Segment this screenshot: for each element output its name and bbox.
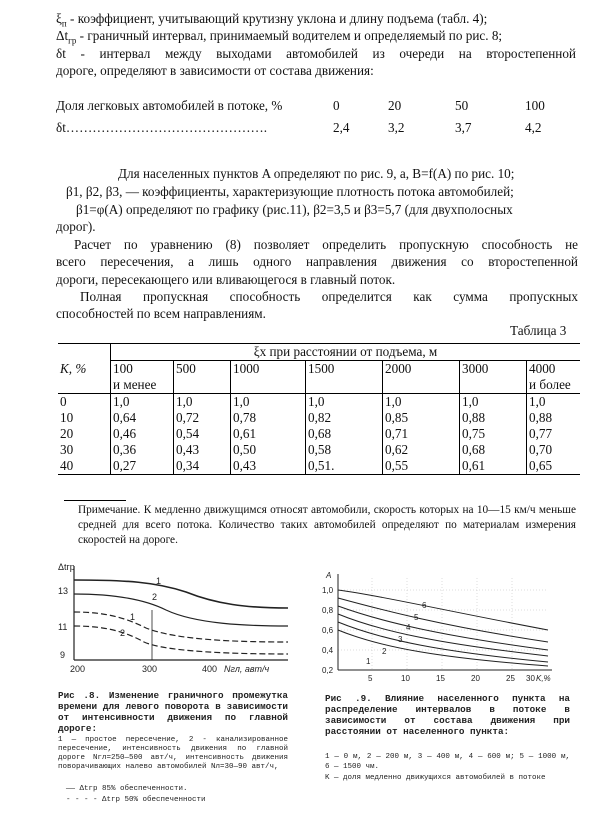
table3-col-header: 100 и менее [111, 361, 174, 394]
table3-col-header: 3000 [460, 361, 527, 394]
dt-label: δt………………………………………. [56, 120, 267, 135]
table-cell: 1,0 [306, 394, 383, 411]
fig9-caption-body: 1 — 0 м, 2 — 200 м, 3 — 400 м, 4 — 600 м; 5 — 1000 м, 6 — 1500 чм. [325, 753, 570, 771]
table-cell: 0,62 [383, 442, 460, 458]
table-cell: 0,43 [174, 442, 231, 458]
table-cell: 1,0 [174, 394, 231, 411]
share-val: 100 [525, 98, 545, 113]
table-row [58, 410, 580, 426]
para2-line: Расчет по уравнению (8) позволяет определить пропускную способность не [74, 237, 578, 252]
table-row [58, 442, 580, 458]
fig8-caption-body: 1 — простое пересечение, 2 - канализированное пересечение, интенсивность движения по главной дороге Nгл=250—500 авт/ч, интенсивность движения поворачивающих налево автомобилей Nл=30—90 авт/ч, [58, 736, 288, 771]
fig8-curve-label: 2 [152, 592, 158, 602]
para1-line: β1=φ(A) определяют по графику (рис.11), β2=3,5 и β3=5,7 (для двухполосных [76, 202, 513, 217]
fig9-ytick: 1,0 [322, 586, 334, 595]
table3-caption: Таблица 3 [510, 323, 567, 338]
table-cell: 0,58 [306, 442, 383, 458]
fig9-ytick: 0,8 [322, 606, 334, 615]
fig9-caption-title: Рис .9. Влияние населенного пункта на распределение интервалов в потоке в зависимости от состава движения при расстоянии от населенного пункта: [325, 693, 570, 737]
table3-col-header: 500 [174, 361, 231, 394]
fig9-xtick: 20 [471, 674, 480, 683]
fig9-curve-label: 6 [422, 601, 427, 610]
fig8-xtick: 300 [142, 664, 158, 674]
dt-val: 3,2 [388, 120, 405, 135]
table3-note: Примечание. К медленно движущимся относят автомобили, скорость которых на 10—15 км/ч меньше средней для всего потока. Количество таких автомобилей определяют по материалам измерения скоростей на дороге. [78, 504, 576, 546]
fig9-xtick: 15 [436, 674, 445, 683]
table-row-label: 30 [60, 442, 74, 457]
para1-line: β1, β2, β3, — коэффициенты, характеризующие плотность потока автомобилей; [66, 184, 514, 199]
share-label: Доля легковых автомобилей в потоке, % [56, 98, 283, 113]
share-val: 0 [333, 98, 340, 113]
table-cell: 1,0 [527, 394, 581, 411]
table-row-label: 20 [60, 426, 74, 441]
fig9-ytick: 0,6 [322, 626, 334, 635]
table3-header-top: ξх при расстоянии от подъема, м [111, 344, 581, 361]
fig8-legend-50: - - - - Δtгр 50% обеспеченности [66, 796, 206, 804]
table-cell: 0,36 [111, 442, 174, 458]
table-row [58, 426, 580, 442]
table-cell: 0,88 [460, 410, 527, 426]
fig9-curve-label: 3 [398, 635, 403, 644]
fig9-curve-label: 2 [382, 647, 387, 656]
fig8-xtick: 200 [70, 664, 86, 674]
table-cell: 0,61 [231, 426, 306, 442]
def-dt-cont: дороге, определяют в зависимости от состава движения: [56, 63, 374, 78]
def-dt: δt - интервал между выходами автомобилей из очереди на второстепенной [56, 46, 576, 61]
fig9-ytick: 0,4 [322, 646, 334, 655]
def-delta-t: $\Delta t_{гр}$ - граничный интервал, принимаемый водителем и определяемый по рис. 8; [56, 28, 503, 46]
table-cell: 0,78 [231, 410, 306, 426]
table-cell: 0,88 [527, 410, 581, 426]
para3-line: способностей по всем направлениям. [56, 306, 266, 321]
table-cell: 0,68 [460, 442, 527, 458]
fig9-xtick: 30 [526, 674, 535, 683]
figure-8 [56, 560, 296, 682]
fig9-xlabel: K,% [536, 674, 551, 683]
table-row-label: 0 [60, 394, 67, 409]
dt-val: 2,4 [333, 120, 350, 135]
fig9-curve-label: 5 [414, 613, 419, 622]
table-cell: 0,55 [383, 458, 460, 475]
table-cell: 0,46 [111, 426, 174, 442]
fig8-ylabel: Δtгр [58, 562, 75, 572]
fig8-curve-label: 1 [130, 612, 136, 622]
para1-line: дорог). [56, 219, 96, 234]
fig9-curve-label: 4 [406, 623, 411, 632]
table-cell: 0,82 [306, 410, 383, 426]
table-cell: 0,71 [383, 426, 460, 442]
fig8-ytick: 11 [58, 622, 68, 632]
fig8-ytick: 9 [60, 650, 66, 660]
table3-col-header: 4000 и более [527, 361, 581, 394]
fig9-ylabel: A [326, 571, 332, 580]
table-cell: 1,0 [111, 394, 174, 411]
fig9-caption-k: K — доля медленно движущихся автомобилей в потоке [325, 774, 546, 782]
fig9-xtick: 25 [506, 674, 515, 683]
table-cell: 0,54 [174, 426, 231, 442]
dt-val: 4,2 [525, 120, 542, 135]
fig9-curve-label: 1 [366, 657, 371, 666]
fig9-xtick: 5 [368, 674, 373, 683]
table3-col-header: 1500 [306, 361, 383, 394]
table-cell: 0,75 [460, 426, 527, 442]
fig9-ytick: 0,2 [322, 666, 334, 675]
para3-line: Полная пропускная способность определится как сумма пропускных [80, 289, 578, 304]
fig8-curve-label: 1 [156, 576, 162, 586]
table-row-label: 10 [60, 410, 74, 425]
para2-line: дороги, пересекающего или вливающегося в главный поток. [56, 272, 396, 287]
table-cell: 0,51. [306, 458, 383, 475]
fig8-curve-label: 2 [120, 628, 126, 638]
table-cell: 0,64 [111, 410, 174, 426]
table-cell: 0,70 [527, 442, 581, 458]
table-cell: 0,85 [383, 410, 460, 426]
table-cell: 0,43 [231, 458, 306, 475]
table-row [58, 458, 580, 475]
table-row [58, 394, 580, 411]
table3-col-header: 1000 [231, 361, 306, 394]
table-cell: 0,68 [306, 426, 383, 442]
fig8-ytick: 13 [58, 586, 69, 596]
note-divider [64, 500, 126, 501]
fig9-xtick: 10 [401, 674, 410, 683]
fig8-legend-85: —— Δtгр 85% обеспеченности. [66, 785, 188, 793]
table-cell: 0,77 [527, 426, 581, 442]
fig8-xtick: 400 [202, 664, 218, 674]
table3 [58, 343, 580, 475]
figure-9 [322, 570, 562, 688]
table-cell: 0,72 [174, 410, 231, 426]
def-xi: $\xi_п$ - коэффициент, учитывающий крутизну уклона и длину подъема (табл. 4); [56, 11, 488, 29]
table-cell: 1,0 [460, 394, 527, 411]
fig8-caption-title: Рис .8. Изменение граничного промежутка времени для левого поворота в зависимости от интенсивности движения по главной дороге: [58, 690, 288, 734]
table-cell: 0,61 [460, 458, 527, 475]
table-row-label: 40 [58, 458, 111, 475]
table-cell: 0,34 [174, 458, 231, 475]
para2-line: всего пересечения, а лишь одного направления движения со второстепенной [56, 254, 578, 269]
table-cell: 0,27 [111, 458, 174, 475]
table3-row-header: K, % [58, 344, 111, 394]
table-cell: 1,0 [231, 394, 306, 411]
share-val: 20 [388, 98, 402, 113]
share-val: 50 [455, 98, 469, 113]
para1-line: Для населенных пунктов A определяют по рис. 9, a, B=f(A) по рис. 10; [118, 166, 515, 181]
table-cell: 0,65 [527, 458, 581, 475]
table3-col-header: 2000 [383, 361, 460, 394]
dt-val: 3,7 [455, 120, 472, 135]
table-cell: 1,0 [383, 394, 460, 411]
fig8-xlabel: Nгл, авт/ч [224, 664, 270, 674]
table-cell: 0,50 [231, 442, 306, 458]
